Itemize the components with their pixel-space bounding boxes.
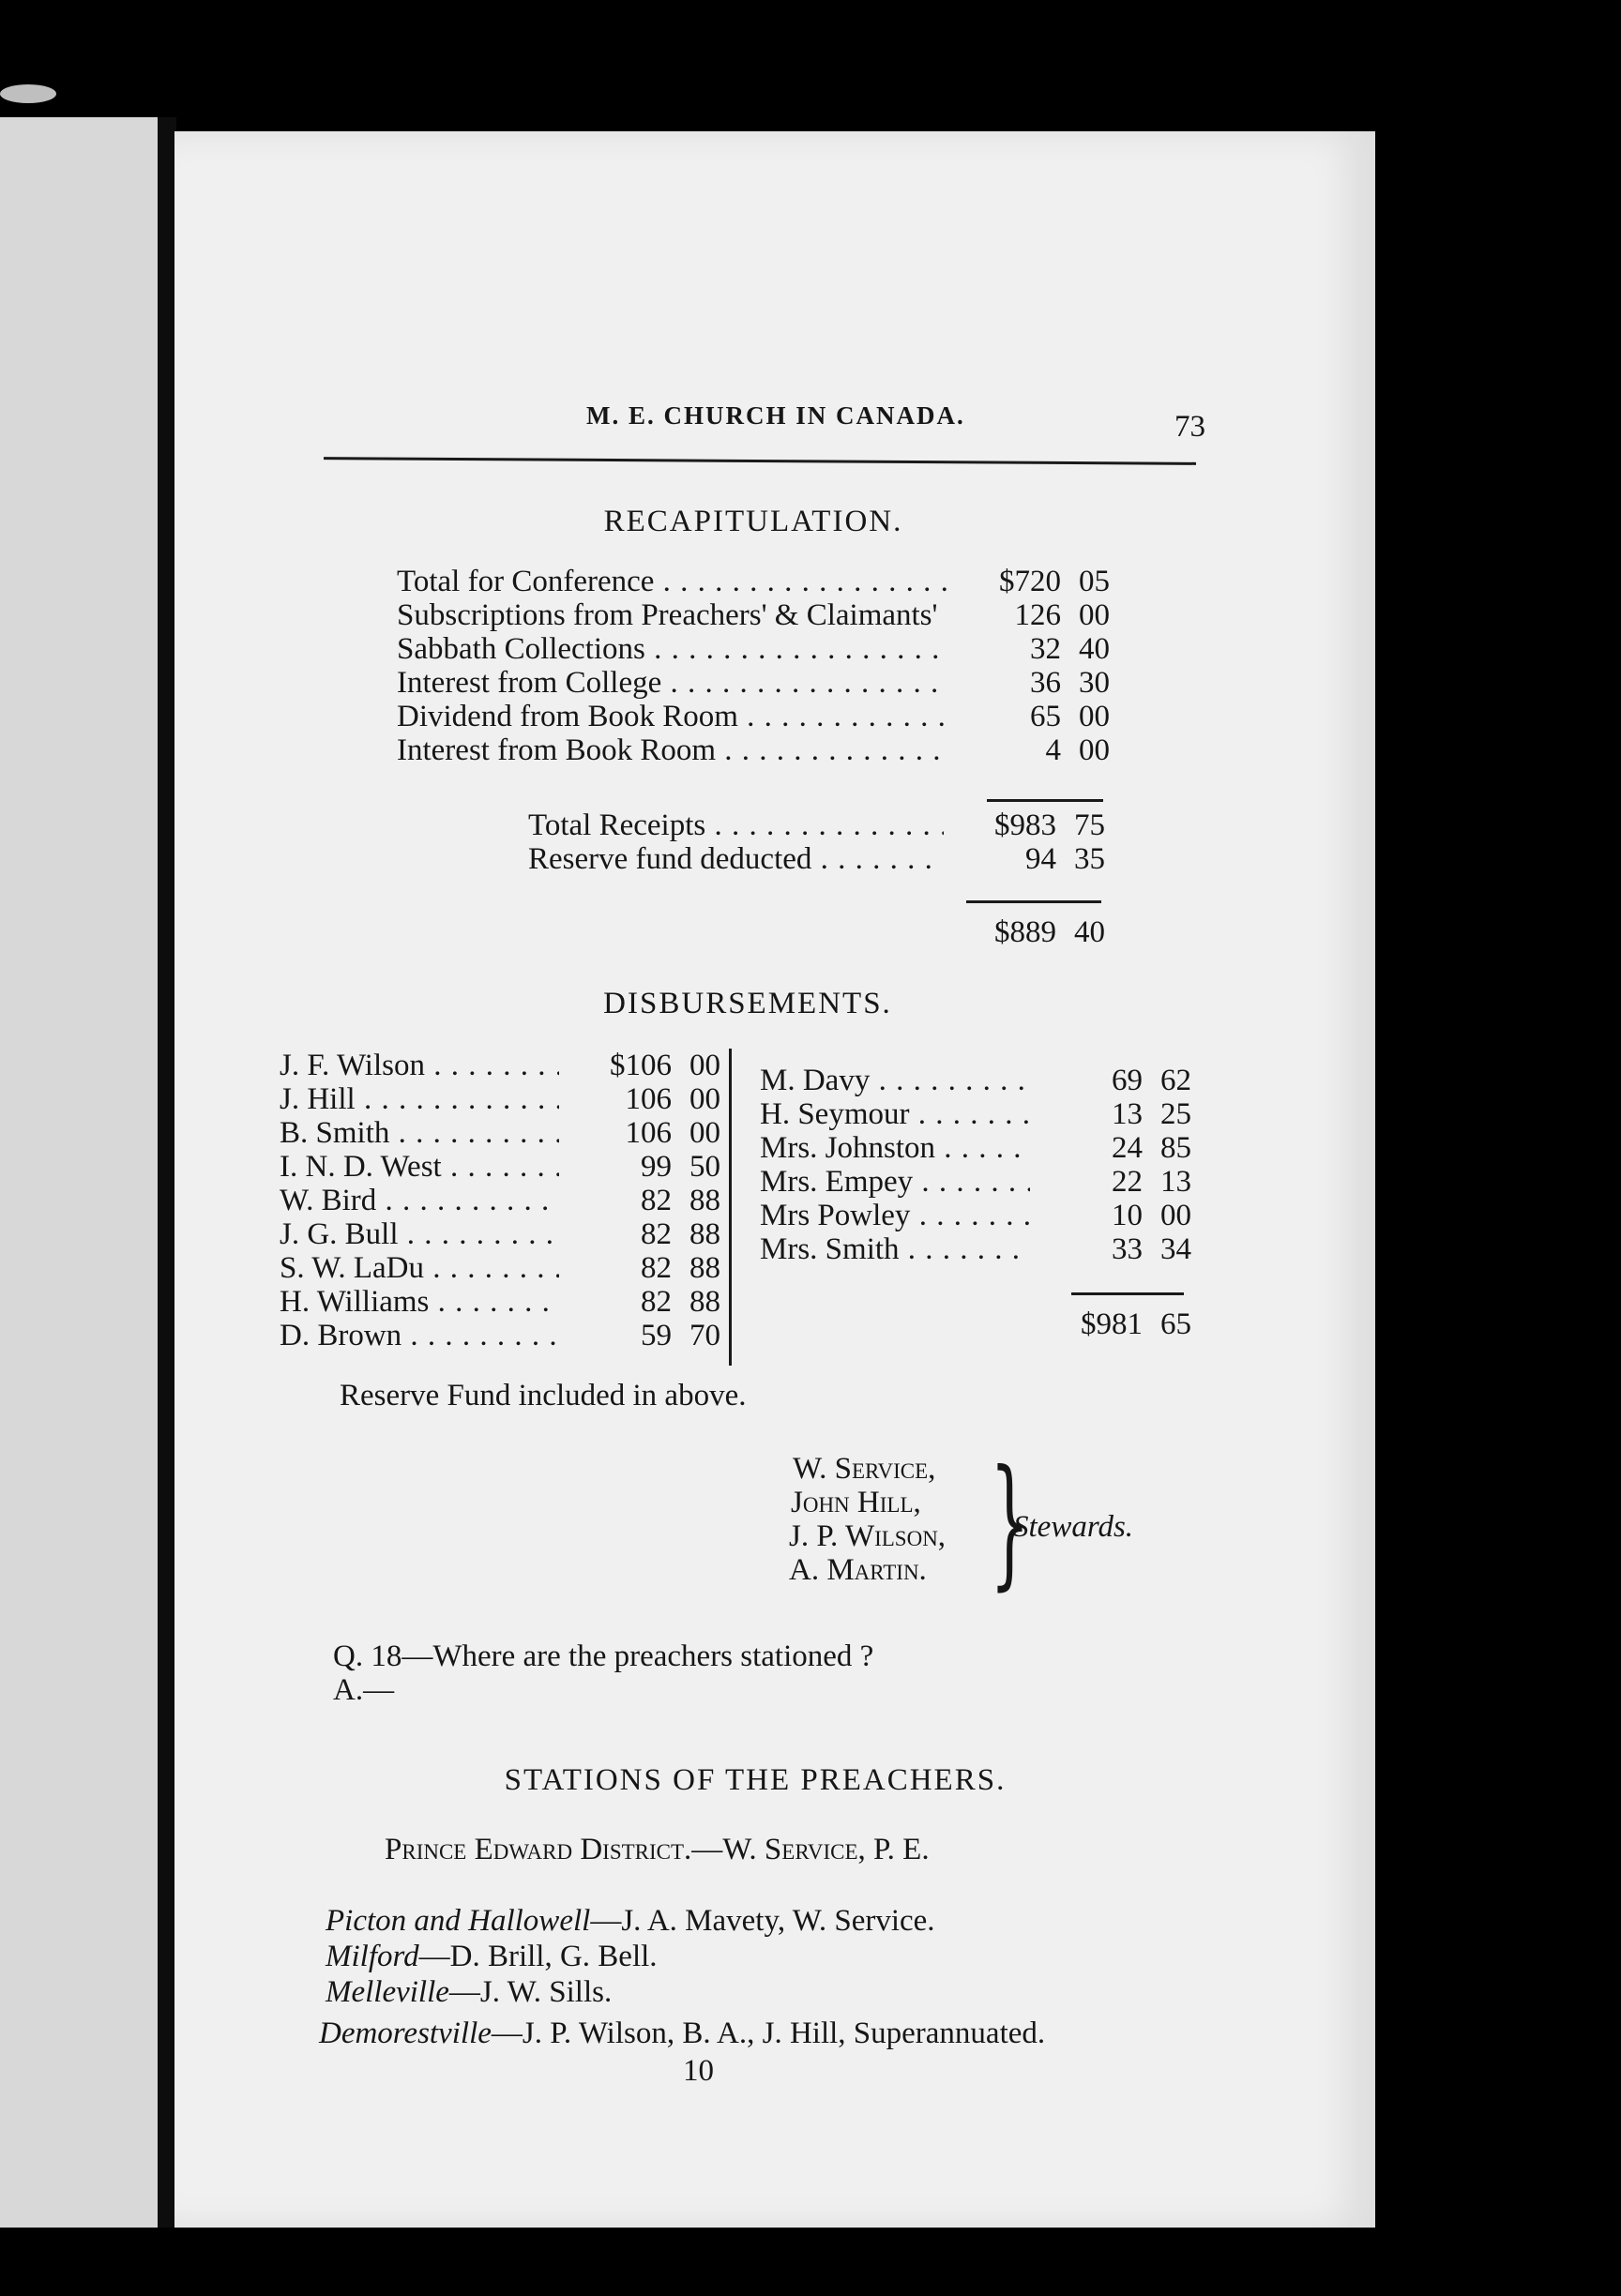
- disbursement-row: J. F. Wilson . . . $106 00: [280, 1049, 720, 1082]
- recap-row: Dividend from Book Room . . . 65 00: [397, 700, 1110, 733]
- disbursement-row: B. Smith . . . 106 00: [280, 1116, 720, 1150]
- previous-page-edge: [0, 117, 161, 2228]
- disbursement-row: J. G. Bull . . . 82 88: [280, 1217, 720, 1251]
- disbursement-row: H. Williams . . . 82 88: [280, 1285, 720, 1319]
- disbursement-row: Mrs. Johnston . . . 24 85: [760, 1131, 1191, 1165]
- disbursement-row: D. Brown . . . 59 70: [280, 1319, 720, 1352]
- page-number: 73: [1174, 410, 1205, 444]
- reserve-deducted-row: Reserve fund deducted . . . 94 35: [528, 842, 1105, 876]
- station-place: Demorestville: [319, 2017, 492, 2050]
- stations-heading: STATIONS OF THE PREACHERS.: [504, 1763, 1007, 1797]
- station-entry: [326, 1940, 658, 1974]
- station-place: Picton and Hallowell: [326, 1904, 591, 1938]
- running-header: M. E. CHURCH IN CANADA.: [586, 401, 965, 430]
- disbursement-row: Mrs. Smith . . . 33 34: [760, 1232, 1191, 1266]
- district-line: Prince Edward District.—W. Service, P. E.: [385, 1833, 930, 1866]
- net-rule: [966, 900, 1101, 903]
- recap-row: Subscriptions from Preachers' & Claimants' . . . 126 00: [397, 598, 1110, 632]
- disbursement-row: S. W. LaDu . . . 82 88: [280, 1251, 720, 1285]
- station-entry: [319, 2017, 1045, 2051]
- station-preachers: —J. A. Mavety, W. Service.: [590, 1904, 935, 1938]
- recap-row: Interest from Book Room . . . 4 00: [397, 733, 1110, 767]
- recap-row: Sabbath Collections . . . 32 40: [397, 632, 1110, 666]
- station-entry: [326, 1975, 612, 2010]
- subtotal-rule: [987, 799, 1103, 802]
- disbursement-total-row: $981 65: [1081, 1307, 1191, 1341]
- answer-text: A.—: [333, 1673, 395, 1707]
- disbursement-row: Mrs Powley . . . 10 00: [760, 1199, 1191, 1232]
- recapitulation-heading: RECAPITULATION.: [603, 505, 903, 538]
- disbursement-row: W. Bird . . . 82 88: [280, 1184, 720, 1217]
- station-preachers: —J. P. Wilson, B. A., J. Hill, Superannuated.: [491, 2017, 1046, 2050]
- total-receipts-row: Total Receipts . . . $983 75: [528, 808, 1105, 842]
- station-place: Milford: [326, 1940, 419, 1973]
- steward-name: A. Martin.: [789, 1553, 927, 1587]
- steward-name: J. P. Wilson,: [789, 1519, 947, 1553]
- stewards-label: Stewards.: [1013, 1510, 1134, 1544]
- page-clip-mark: [0, 84, 56, 103]
- stewards-brace: }: [990, 1441, 1030, 1604]
- disbursements-heading: DISBURSEMENTS.: [603, 987, 892, 1020]
- disbursement-row: I. N. D. West . . . 99 50: [280, 1150, 720, 1184]
- station-preachers: —D. Brill, G. Bell.: [418, 1940, 658, 1973]
- station-entry: [326, 1904, 935, 1939]
- station-place: Melleville: [326, 1975, 449, 2009]
- disbursement-row: J. Hill . . . 106 00: [280, 1082, 720, 1116]
- disbursement-row: Mrs. Empey . . . 22 13: [760, 1165, 1191, 1199]
- steward-name: W. Service,: [793, 1452, 936, 1486]
- recap-row: Interest from College . . . 36 30: [397, 666, 1110, 700]
- signature-mark: 10: [683, 2054, 714, 2088]
- reserve-note: Reserve Fund included in above.: [340, 1379, 747, 1412]
- disbursement-total-rule: [1071, 1292, 1184, 1295]
- disbursement-row: H. Seymour . . . 13 25: [760, 1097, 1191, 1131]
- column-divider: [729, 1049, 732, 1366]
- steward-name: John Hill,: [791, 1486, 921, 1519]
- book-gutter: [158, 117, 176, 2228]
- recap-row: Total for Conference . . . $720 05: [397, 565, 1110, 598]
- question-text: Q. 18—Where are the preachers stationed ?: [333, 1639, 874, 1673]
- net-total-row: $889 40: [994, 915, 1105, 949]
- disbursement-row: M. Davy . . . 69 62: [760, 1064, 1191, 1097]
- station-preachers: —J. W. Sills.: [448, 1975, 613, 2009]
